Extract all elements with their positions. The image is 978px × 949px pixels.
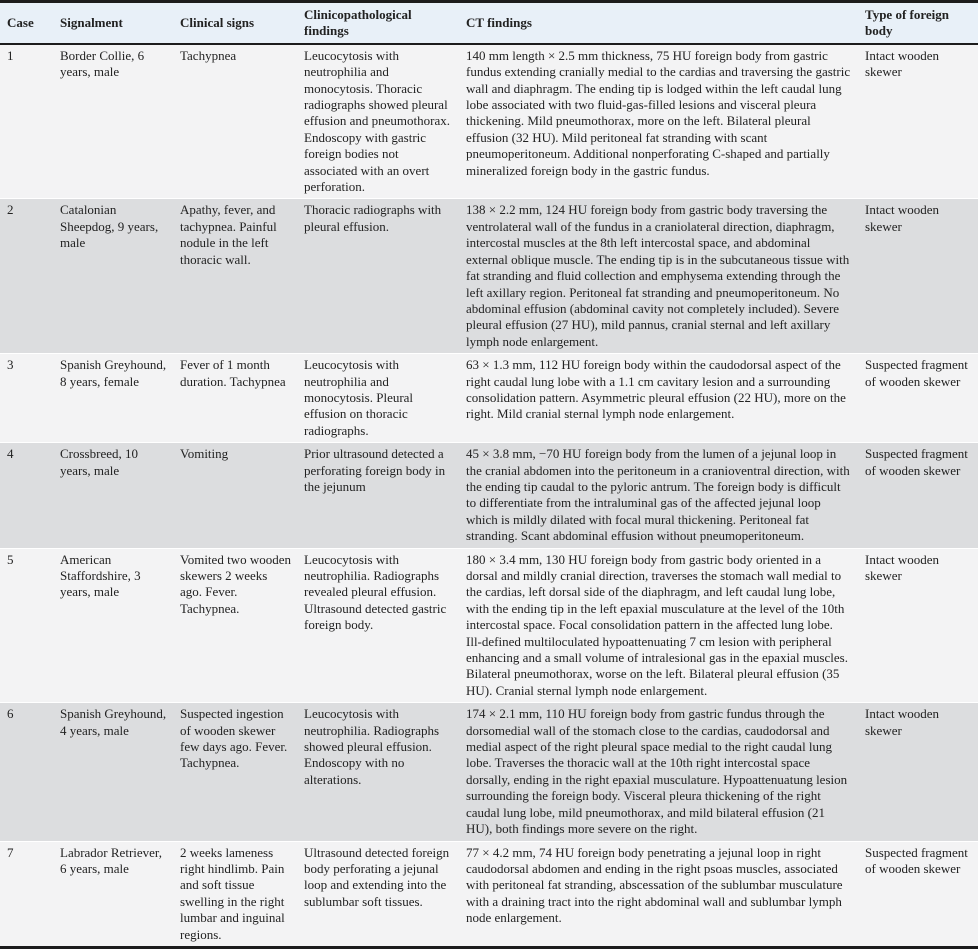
header-foreign-body-type: Type of foreign body bbox=[865, 7, 950, 39]
cell-foreign-body-type: Suspected fragment of wooden skewer bbox=[865, 357, 968, 389]
cell-case: 6 bbox=[7, 706, 14, 722]
cell-clinicopathological: Ultrasound detected foreign body perforating a jejunal loop and extending into the sublumbar soft tissues. bbox=[304, 844, 450, 909]
cell-clinical-signs: Apathy, fever, and tachypnea. Painful nodule in the left thoracic wall. bbox=[180, 202, 277, 267]
header-signalment: Signalment bbox=[60, 15, 123, 31]
cell-clinicopathological: Leucocytosis with neutrophilia. Radiographs showed pleural effusion. Endoscopy with no alterations. bbox=[304, 706, 440, 787]
table-row bbox=[0, 44, 978, 199]
cell-signalment: American Staffordshire, 3 years, male bbox=[60, 551, 141, 600]
cell-signalment: Catalonian Sheepdog, 9 years, male bbox=[60, 202, 159, 251]
table-row bbox=[0, 548, 978, 703]
cell-clinical-signs: Fever of 1 month duration. Tachypnea bbox=[180, 357, 286, 389]
table-row bbox=[0, 354, 978, 443]
cell-clinicopathological: Thoracic radiographs with pleural effusion. bbox=[304, 202, 442, 234]
table-body bbox=[0, 44, 978, 948]
cell-clinicopathological: Prior ultrasound detected a perforating foreign body in the jejunum bbox=[304, 446, 446, 494]
cell-signalment: Crossbreed, 10 years, male bbox=[60, 446, 138, 478]
cell-ct-findings: 180 × 3.4 mm, 130 HU foreign body from gastric body oriented in a dorsal and mildly cranial direction, traverses the stomach wall medial to the cardias, left dorsal side of the diaphragm, and left caudal lung lobe, with the ending tip in the left epaxial musculature at the level of the 10th intercostal space. Focal consolidation pattern in the affected lung lobe. Ill-defined multiloculated hypoattenuating 7 cm lesion with peripheral enhancing and a small volume of intralesional gas in the epaxial muscles. Bilateral pneumothorax, worse on the left. Bilateral pleural effusion (35 HU). Cranial sternal lymph node enlargement. bbox=[466, 551, 848, 698]
header-clinicopathological: Clinicopathological findings bbox=[304, 7, 412, 39]
cell-case: 5 bbox=[7, 551, 14, 567]
cell-foreign-body-type: Intact wooden skewer bbox=[865, 202, 940, 234]
cell-ct-findings: 45 × 3.8 mm, −70 HU foreign body from the lumen of a jejunal loop in the cranial abdomen into the peritoneum in a cranioventral direction, with the ending tip caudal to the pyloric antrum. The foreign body is difficult to differentiate from the intraluminal gas of the affected jejunal loop which is mildly dilated with focal mural thickening. Peritoneal fat stranding. Scant abdominal effusion without pneumoperitoneum. bbox=[466, 446, 850, 544]
cell-clinicopathological: Leucocytosis with neutrophilia. Radiographs revealed pleural effusion. Ultrasound detected gastric foreign body. bbox=[304, 551, 447, 633]
cell-clinical-signs: Suspected ingestion of wooden skewer few days ago. Fever. Tachypnea. bbox=[180, 706, 288, 771]
cell-ct-findings: 63 × 1.3 mm, 112 HU foreign body within the caudodorsal aspect of the right caudal lung lobe with a 1.1 cm cavitary lesion and a surrounding consolidation pattern. Asymmetric pleural effusion (22 HU), more on the right. Mild cranial sternal lymph node enlargement. bbox=[466, 357, 846, 422]
table-header bbox=[0, 2, 978, 44]
cell-foreign-body-type: Suspected fragment of wooden skewer bbox=[865, 446, 968, 478]
cell-foreign-body-type: Intact wooden skewer bbox=[865, 47, 940, 80]
cell-ct-findings: 138 × 2.2 mm, 124 HU foreign body from gastric body traversing the ventrolateral wall of the fundus in a craniolateral direction, diaphragm, intercostal muscles at the 8th left intercostal space, and abdominal external oblique muscle. The ending tip is in the subcutaneous tissue with fat stranding and fluid collection and emphysema extending through the left axillary region. Peritoneal fat stranding and pneumoperitoneum. No abdominal effusion (abdominal cavity not completely included). Severe pleural effusion (27 HU), mild pannus, cranial sternal and left axillary lymph node enlargement. bbox=[466, 202, 850, 349]
table-row bbox=[0, 199, 978, 354]
cell-foreign-body-type: Suspected fragment of wooden skewer bbox=[865, 844, 968, 876]
cell-clinicopathological: Leucocytosis with neutrophilia and monocytosis. Pleural effusion on thoracic radiographs. bbox=[304, 357, 414, 438]
cell-ct-findings: 140 mm length × 2.5 mm thickness, 75 HU foreign body from gastric fundus extending cranially medial to the cardias and traversing the gastric wall and diaphragm. The ending tip is lodged within the left caudal lung lobe associated with two fluid-gas-filled lesions and visceral pleura thickening. Mild pneumothorax, more on the left. Bilateral pleural effusion (32 HU). Mild peritoneal fat stranding with scant pneumoperitoneum. Additional nonperforating C-shaped and partially mineralized foreign body in the gastric fundus. bbox=[466, 47, 851, 178]
cell-signalment: Spanish Greyhound, 4 years, male bbox=[60, 706, 167, 738]
cell-case: 3 bbox=[7, 357, 14, 373]
cell-clinical-signs: Vomited two wooden skewers 2 weeks ago. Fever. Tachypnea. bbox=[180, 551, 291, 616]
cell-foreign-body-type: Intact wooden skewer bbox=[865, 551, 940, 583]
cell-clinical-signs: Tachypnea bbox=[180, 47, 237, 63]
cell-case: 7 bbox=[7, 844, 14, 860]
table-row bbox=[0, 443, 978, 548]
cell-case: 2 bbox=[7, 202, 14, 218]
cell-clinicopathological: Leucocytosis with neutrophilia and monocytosis. Thoracic radiographs showed pleural effusion and pneumothorax. Endoscopy with gastric foreign bodies not associated with an overt perforation. bbox=[304, 47, 450, 195]
cell-clinical-signs: 2 weeks lameness right hindlimb. Pain and soft tissue swelling in the right lumbar and inguinal regions. bbox=[180, 844, 285, 942]
cell-foreign-body-type: Intact wooden skewer bbox=[865, 706, 940, 738]
cell-case: 1 bbox=[7, 47, 14, 63]
table-row bbox=[0, 841, 978, 947]
cell-clinical-signs: Vomiting bbox=[180, 446, 229, 462]
table-row bbox=[0, 703, 978, 841]
cell-signalment: Spanish Greyhound, 8 years, female bbox=[60, 357, 167, 389]
header-ct-findings: CT findings bbox=[466, 15, 532, 31]
cell-signalment: Labrador Retriever, 6 years, male bbox=[60, 844, 162, 876]
header-case: Case bbox=[7, 15, 34, 31]
cell-signalment: Border Collie, 6 years, male bbox=[60, 47, 145, 80]
cell-case: 4 bbox=[7, 446, 14, 462]
cell-ct-findings: 77 × 4.2 mm, 74 HU foreign body penetrating a jejunal loop in right caudodorsal abdomen and ending in the right psoas muscles, associated with peritoneal fat stranding, abscessation of the sublumbar musculature with a draining tract into the right abdominal wall and sublumbar lymph node enlargement. bbox=[466, 844, 843, 926]
header-row bbox=[0, 2, 978, 44]
header-clinical-signs: Clinical signs bbox=[180, 15, 255, 31]
cell-ct-findings: 174 × 2.1 mm, 110 HU foreign body from gastric fundus through the dorsomedial wall of the stomach close to the cardias, caudodorsal and medial aspect of the right pleural space medial to the right caudal lung lobe. Traverses the thoracic wall at the 10th right intercostal space dorsally, ending in the right epaxial musculature. Hypoattenuatung lesion surrounding the foreign body. Visceral pleura thickening of the right caudal lung lobe, mild pneumothorax, and mild bilateral effusion (21 HU), both findings more severe on the right. bbox=[466, 706, 848, 837]
